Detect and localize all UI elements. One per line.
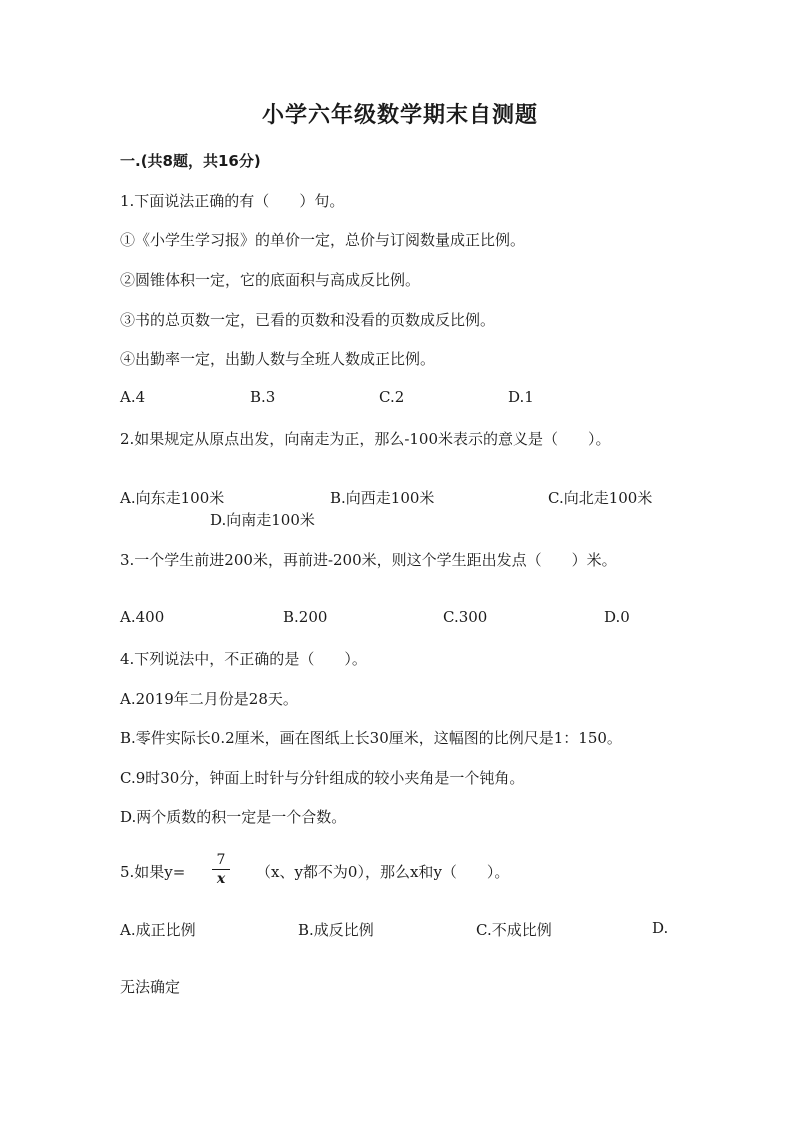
q1-option-a: A.4 xyxy=(120,388,146,406)
q2-option-d: D.向南走100米 xyxy=(210,511,315,529)
q5-stem-prefix: 5.如果y= xyxy=(120,863,186,881)
q3-option-d: D.0 xyxy=(604,608,630,626)
q1-option-d: D.1 xyxy=(508,388,534,406)
fraction-numerator: 7 xyxy=(216,852,226,868)
q1-option-c: C.2 xyxy=(379,388,405,406)
q4-option-a: A.2019年二月份是28天。 xyxy=(120,690,298,708)
q1-statement-2: ②圆锥体积一定，它的底面积与高成反比例。 xyxy=(120,271,421,289)
q5-option-c: C.不成比例 xyxy=(476,921,552,939)
q3-option-b: B.200 xyxy=(283,608,328,626)
q1-stem: 1.下面说法正确的有（ ）句。 xyxy=(120,192,345,210)
q3-option-a: A.400 xyxy=(120,608,165,626)
q5-option-d: D. xyxy=(652,919,669,937)
q4-option-d: D.两个质数的积一定是一个合数。 xyxy=(120,808,347,826)
q4-option-c: C.9时30分，钟面上时针与分针组成的较小夹角是一个钝角。 xyxy=(120,769,525,787)
q4-stem: 4.下列说法中，不正确的是（ ）。 xyxy=(120,650,367,668)
q2-option-b: B.向西走100米 xyxy=(330,489,435,507)
q5-option-d-continued: 无法确定 xyxy=(120,978,181,996)
q3-option-c: C.300 xyxy=(443,608,488,626)
fraction-denominator: x xyxy=(216,871,226,887)
q5-option-a: A.成正比例 xyxy=(120,921,196,939)
q2-option-a: A.向东走100米 xyxy=(120,489,225,507)
fraction-7-over-x xyxy=(212,852,230,887)
q2-option-c: C.向北走100米 xyxy=(548,489,653,507)
q1-option-b: B.3 xyxy=(250,388,276,406)
q1-statement-4: ④出勤率一定，出勤人数与全班人数成正比例。 xyxy=(120,350,436,368)
q2-stem: 2.如果规定从原点出发，向南走为正，那么-100米表示的意义是（ ）。 xyxy=(120,430,611,448)
section-heading: 一.(共8题，共16分) xyxy=(120,152,261,170)
fraction-bar xyxy=(212,869,230,870)
page-title: 小学六年级数学期末自测题 xyxy=(261,102,538,128)
q4-option-b: B.零件实际长0.2厘米，画在图纸上长30厘米，这幅图的比例尺是1：150。 xyxy=(120,729,622,747)
q5-stem-suffix: （x、y都不为0），那么x和y（ ）。 xyxy=(256,863,510,881)
q3-stem: 3.一个学生前进200米，再前进-200米，则这个学生距出发点（ ）米。 xyxy=(120,551,617,569)
q1-statement-3: ③书的总页数一定，已看的页数和没看的页数成反比例。 xyxy=(120,311,496,329)
q5-option-b: B.成反比例 xyxy=(298,921,374,939)
q1-statement-1: ①《小学生学习报》的单价一定，总价与订阅数量成正比例。 xyxy=(120,231,526,249)
